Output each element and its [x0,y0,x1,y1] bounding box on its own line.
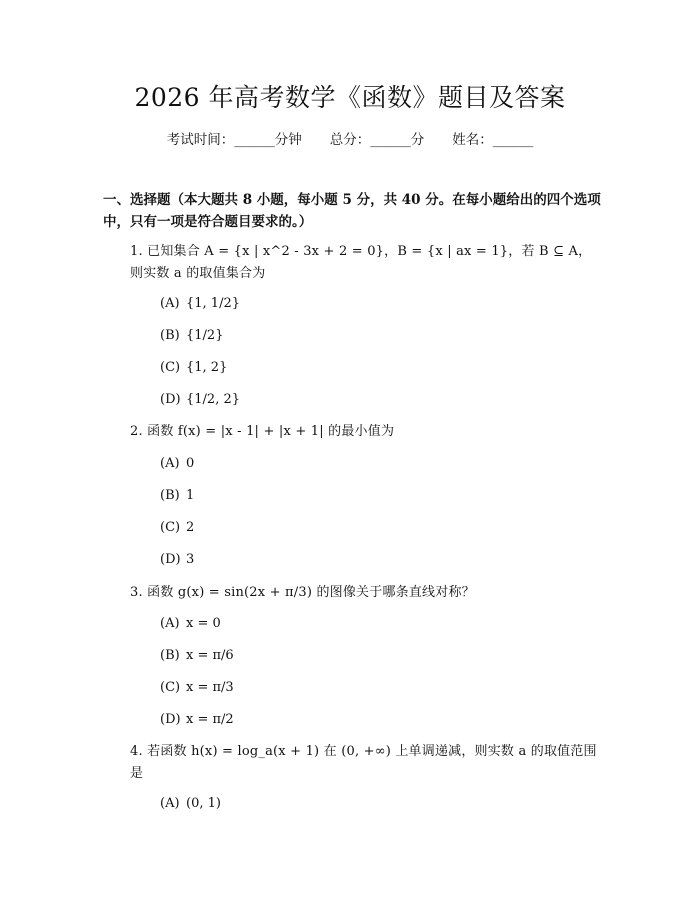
question-3-option-c [160,678,234,698]
question-3 [103,582,600,604]
question-3-text: 3. 函数 g(x) = sin(2x + π/3) 的图像关于哪条直线对称？ [130,585,475,600]
question-2-option-b [160,486,194,506]
option-text: 2 [186,520,195,535]
option-text: {1, 2} [186,360,228,375]
question-3-option-d [160,710,234,730]
question-3-option-b [160,646,234,666]
question-2 [103,421,600,443]
option-text: x = 0 [186,616,221,631]
option-text: 1 [186,488,195,503]
question-1-text: 1. 已知集合 A = {x | x^2 - 3x + 2 = 0}，B = {x | ax = 1}，若 B ⊆ A，则实数 a 的取值集合为 [130,244,592,281]
question-2-option-d [160,550,194,570]
option-text: {1, 1/2} [186,296,240,311]
option-text: x = π/2 [186,712,234,727]
question-1 [103,241,600,285]
option-text: 0 [186,456,195,471]
option-letter: (D) [160,712,181,727]
option-letter: (C) [160,360,181,375]
student-name-field: 姓名：______ [452,132,534,148]
option-letter: (B) [160,488,180,503]
question-3-option-a [160,614,221,634]
question-4 [103,741,600,785]
option-letter: (D) [160,552,181,567]
question-4-text: 4. 若函数 h(x) = log_a(x + 1) 在 (0, +∞) 上单调递减，则实数 a 的取值范围是 [130,744,597,781]
option-letter: (B) [160,328,180,343]
option-letter: (C) [160,680,181,695]
total-score-field: 总分：______分 [329,132,425,148]
question-1-option-c [160,358,227,378]
option-text: x = π/6 [186,648,234,663]
option-letter: (A) [160,796,180,811]
option-letter: (B) [160,648,180,663]
section-heading-multiple-choice: 一、选择题（本大题共 8 小题，每小题 5 分，共 40 分。在每小题给出的四个选项中，只有一项是符合题目要求的。） [103,192,601,230]
question-1-option-d [160,390,240,410]
option-letter: (A) [160,296,180,311]
question-1-option-a [160,294,240,314]
option-letter: (A) [160,456,180,471]
option-text: 3 [186,552,195,567]
document-title: 2026 年高考数学《函数》题目及答案 [134,83,566,112]
question-2-text: 2. 函数 f(x) = |x - 1| + |x + 1| 的最小值为 [130,424,395,439]
option-letter: (C) [160,520,181,535]
question-2-option-a [160,454,194,474]
option-text: (0, 1) [186,796,221,811]
question-1-option-b [160,326,223,346]
question-4-option-a [160,794,221,814]
option-text: x = π/3 [186,680,234,695]
option-letter: (D) [160,392,181,407]
option-letter: (A) [160,616,180,631]
option-text: {1/2, 2} [186,392,240,407]
option-text: {1/2} [186,328,224,343]
exam-info-row [0,130,700,150]
exam-time-field: 考试时间：______分钟 [166,132,302,148]
question-2-option-c [160,518,194,538]
